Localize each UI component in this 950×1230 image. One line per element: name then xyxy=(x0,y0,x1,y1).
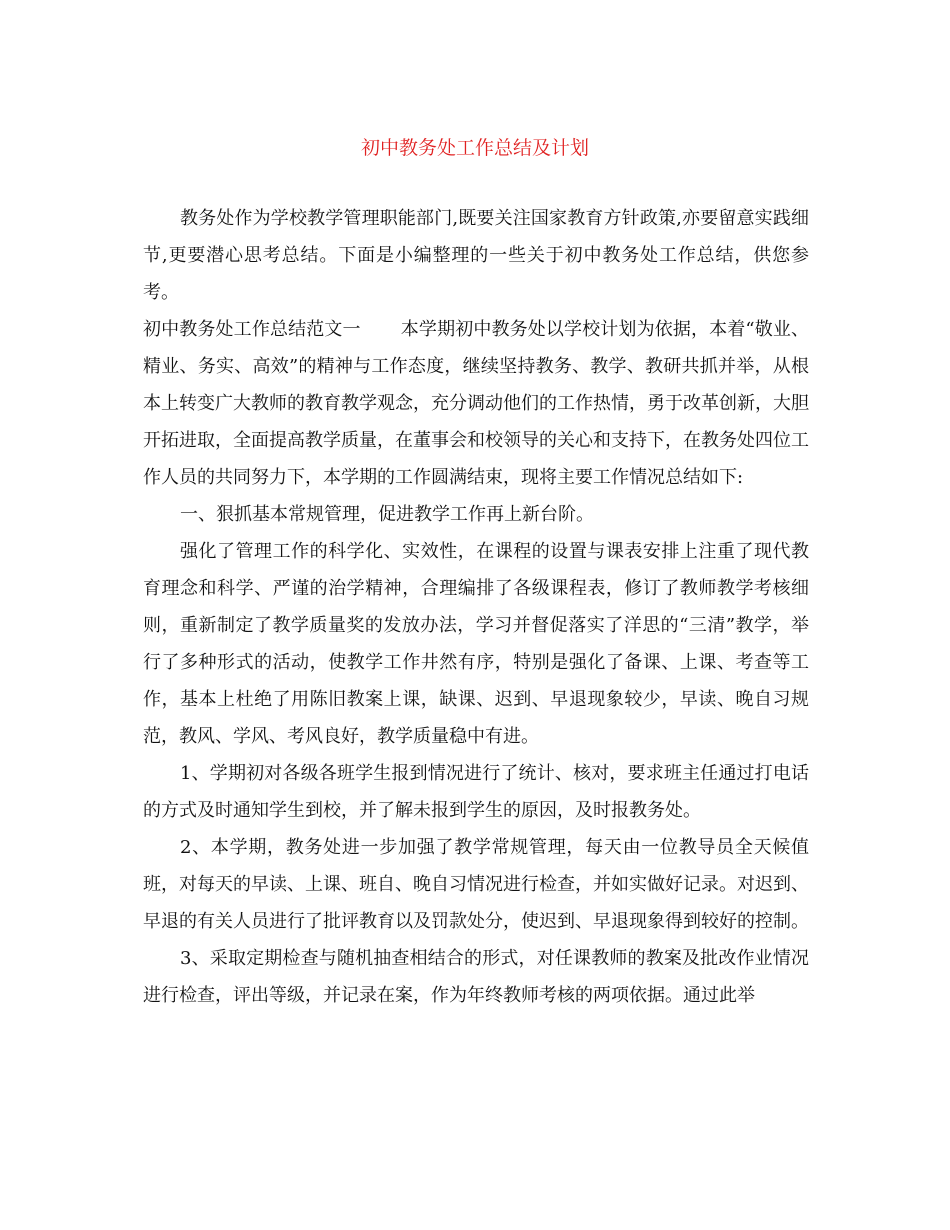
list-item-2: 2、本学期，教务处进一步加强了教学常规管理，每天由一位教导员全天候值班，对每天的早读、上课、班自、晚自习情况进行检查，并如实做好记录。对迟到、早退的有关人员进行了批评教育以及罚款处分，使迟到、早退现象得到较好的控制。 xyxy=(143,837,809,932)
section-label: 初中教务处工作总结范文一 xyxy=(143,319,361,340)
intro-paragraph: 教务处作为学校教学管理职能部门,既要关注国家教育方针政策,亦要留意实践细节,更要潜心思考总结。下面是小编整理的一些关于初中教务处工作总结，供您参考。 xyxy=(143,208,809,303)
point-1-heading: 一、狠抓基本常规管理，促进教学工作再上新台阶。 xyxy=(180,504,594,525)
section-paragraph xyxy=(143,311,809,496)
point-1-body: 强化了管理工作的科学化、实效性，在课程的设置与课表安排上注重了现代教育理念和科学、严谨的治学精神，合理编排了各级课程表，修订了教师教学考核细则，重新制定了教学质量奖的发放办法，学习并督促落实了洋思的“三清”教学，举行了多种形式的活动，使教学工作井然有序，特别是强化了备课、上课、考查等工作，基本上杜绝了用陈旧教案上课，缺课、迟到、早退现象较少，早读、晚自习规范，教风、学风、考风良好，教学质量稳中有进。 xyxy=(143,541,809,747)
list-item-3: 3、采取定期检查与随机抽查相结合的形式，对任课教师的教案及批改作业情况进行检查，评出等级，并记录在案，作为年终教师考核的两项依据。通过此举 xyxy=(143,948,809,1006)
document-body xyxy=(143,200,809,1014)
list-item-1: 1、学期初对各级各班学生报到情况进行了统计、核对，要求班主任通过打电话的方式及时通知学生到校，并了解未报到学生的原因，及时报教务处。 xyxy=(143,763,809,821)
section-lead: 本学期初中教务处以学校计划为依据，本着“敬业、精业、务实、高效”的精神与工作态度，继续坚持教务、教学、教研共抓并举，从根本上转变广大教师的教育教学观念，充分调动他们的工作热情，勇于改革创新，大胆开拓进取，全面提高教学质量，在董事会和校领导的关心和支持下，在教务处四位工作人员的共同努力下，本学期的工作圆满结束，现将主要工作情况总结如下: xyxy=(143,319,810,488)
document-title: 初中教务处工作总结及计划 xyxy=(360,137,589,159)
